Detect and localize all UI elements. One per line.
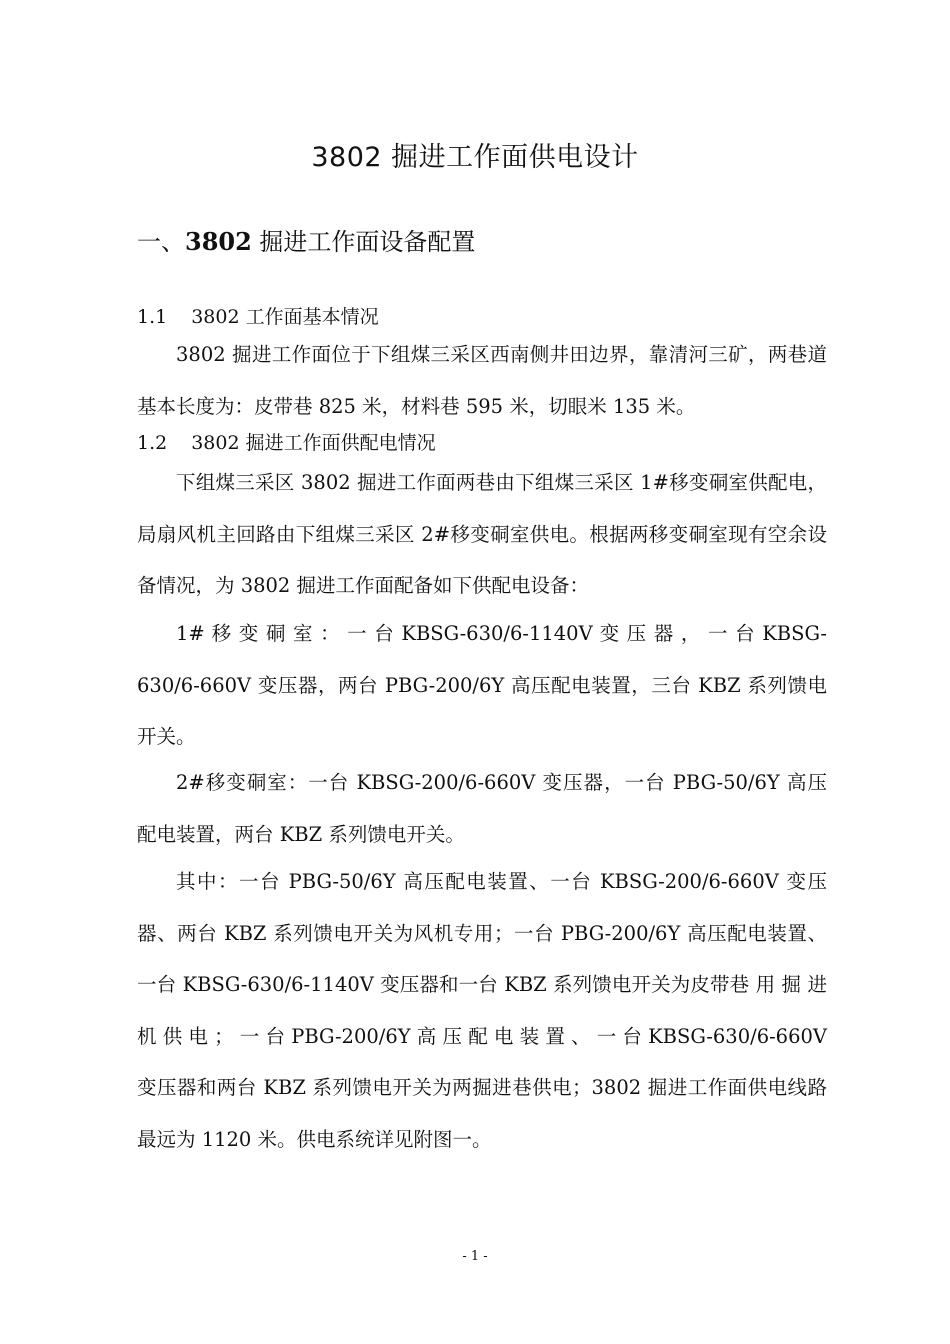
paragraph-substation-2: 2#移变硐室：一台 KBSG-200/6-660V 变压器，一台 PBG-50/6Y 高压配电装置，两台 KBZ 系列馈电开关。	[137, 771, 827, 846]
section-heading-text: 掘进工作面设备配置	[251, 228, 476, 256]
paragraph-power-supply: 下组煤三采区 3802 掘进工作面两巷由下组煤三采区 1#移变硐室供配电，局扇风机主回路由下组煤三采区 2#移变硐室供电。根据两移变硐室现有空余设备情况，为 3802 掘进工作面配备如下供配电设备：	[137, 471, 827, 597]
subsection-heading-1-1	[137, 302, 379, 332]
subsection-text: 3802 掘进工作面供配电情况	[191, 432, 436, 454]
paragraph-substation-1: 1# 移 变 硐 室 ： 一 台 KBSG-630/6-1140V 变 压 器 ， 一 台 KBSG-630/6-660V 变压器，两台 PBG-200/6Y 高压配电装置，三台 KBZ 系列馈电开关。	[137, 622, 827, 748]
section-heading-number: 3802	[185, 227, 252, 256]
subsection-heading-1-2	[137, 428, 436, 458]
page-number: - 1 -	[462, 1249, 488, 1264]
subsection-number: 1.2	[137, 432, 168, 454]
subsection-number: 1.1	[137, 306, 168, 328]
subsection-text: 3802 工作面基本情况	[191, 306, 379, 328]
paragraph-basic-situation: 3802 掘进工作面位于下组煤三采区西南侧井田边界，靠清河三矿，两巷道基本长度为：皮带巷 825 米，材料巷 595 米，切眼米 135 米。	[137, 343, 827, 418]
paragraph-equipment-allocation: 其中：一台 PBG-50/6Y 高压配电装置、一台 KBSG-200/6-660V 变压器、两台 KBZ 系列馈电开关为风机专用；一台 PBG-200/6Y 高压配电装置、一台 KBSG-630/6-1140V 变压器和一台 KBZ 系列馈电开关为皮带巷 用 掘 进 机 供 电 ； 一 台 PBG-200/6Y 高 压 配 电 装 置 、 一 台 KBSG-630/6-660V 变压器和两台 KBZ 系列馈电开关为两掘进巷供电；3802 掘进工作面供电线路最远为 1120 米。供电系统详见附图一。	[137, 870, 827, 1151]
section-heading-prefix: 一、	[137, 228, 185, 256]
document-title: 3802 掘进工作面供电设计	[311, 142, 639, 173]
section-heading-1	[137, 224, 475, 260]
